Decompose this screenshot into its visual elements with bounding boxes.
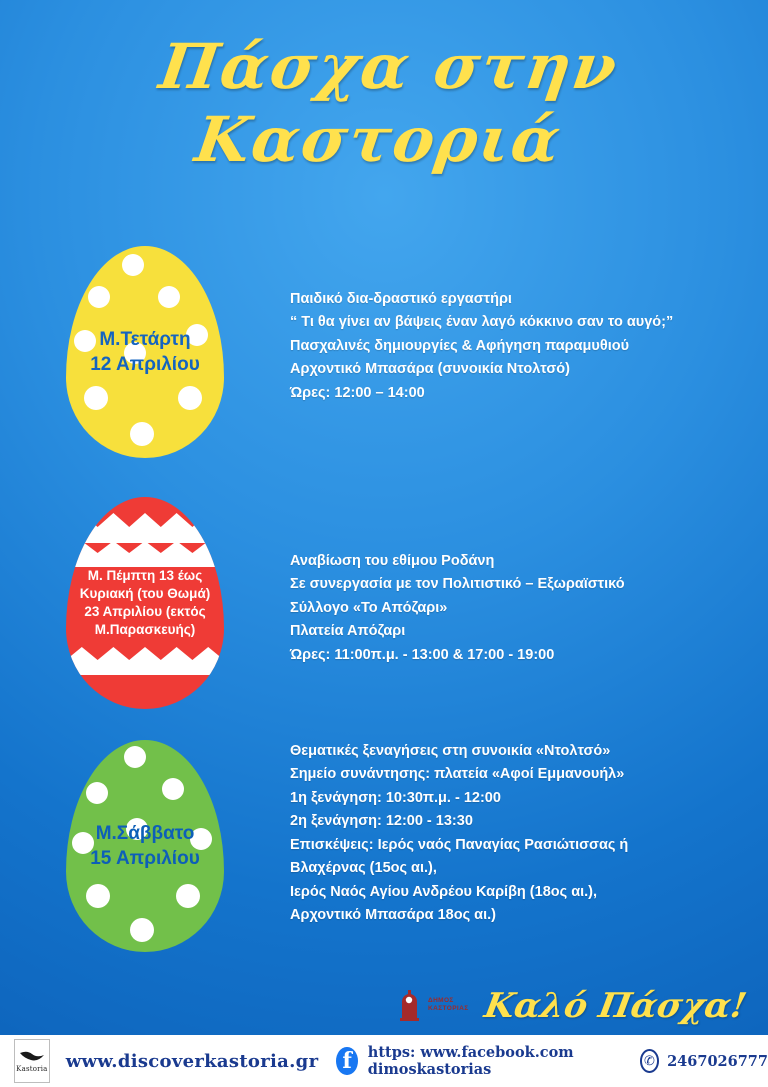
- egg-date-line: Μ.Παρασκευής): [94, 621, 196, 637]
- egg-date-label: [84, 327, 206, 377]
- kastoria-logo-label: Kastoria: [16, 1065, 48, 1073]
- easter-egg-icon: [66, 497, 224, 709]
- facebook-icon[interactable]: f: [336, 1047, 357, 1075]
- description-line: Επισκέψεις: Ιερός ναός Παναγίας Ρασιώτισσας ή: [290, 836, 629, 853]
- description-line: Βλαχέρνας (15ος αι.),: [290, 860, 437, 877]
- facebook-link[interactable]: https: www.facebook.com dimoskastorias: [367, 1044, 574, 1078]
- kastoria-logo: [14, 1039, 50, 1083]
- zigzag-pattern: [66, 541, 224, 567]
- description-line: Σημείο συνάντησης: πλατεία «Αφοί Εμμανουήλ»: [290, 766, 625, 783]
- municipality-line1: ΔΗΜΟΣ: [428, 996, 454, 1004]
- egg-graphic-wrapper: [0, 246, 290, 458]
- description-line: Αρχοντικό Μπασάρα (συνοικία Ντολτσό): [290, 361, 570, 378]
- closing-greeting: Καλό Πάσχα!: [481, 986, 750, 1026]
- egg-date-line: 15 Απριλίου: [90, 848, 200, 869]
- description-line: “ Τι θα γίνει αν βάψεις έναν λαγό κόκκινο σαν το αυγό;”: [290, 314, 674, 331]
- description-line: Σύλλογο «Το Απόζαρι»: [290, 599, 448, 616]
- municipality-logo: [396, 988, 469, 1022]
- event-row: [0, 246, 768, 458]
- egg-date-line: 12 Απριλίου: [90, 354, 200, 375]
- description-line: Ώρες: 12:00 – 14:00: [290, 384, 425, 401]
- bird-icon: [19, 1049, 45, 1063]
- description-line: Αναβίωση του εθίμου Ροδάνη: [290, 553, 495, 569]
- event-row: [0, 497, 768, 709]
- description-line: Πλατεία Απόζαρι: [290, 623, 406, 640]
- description-line: Πασχαλινές δημιουργίες & Αφήγηση παραμυθιού: [290, 337, 630, 354]
- page-title: Πάσχα στην Καστοριά: [155, 30, 624, 176]
- event-row: [0, 740, 768, 952]
- egg-date-line: Μ.Τετάρτη: [99, 328, 191, 350]
- municipality-emblem-icon: [396, 988, 422, 1022]
- event-description: [290, 246, 768, 405]
- egg-date-line: Μ.Σάββατο: [95, 822, 195, 844]
- event-description: [290, 740, 768, 928]
- egg-date-label: [84, 821, 206, 871]
- zigzag-pattern: [66, 513, 224, 543]
- municipality-label: [428, 997, 469, 1014]
- egg-date-line: Κυριακή (του Θωμά): [79, 586, 211, 602]
- egg-graphic-wrapper: [0, 740, 290, 952]
- description-line: Ιερός Ναός Αγίου Ανδρέου Καρίβη (18ος αι.),: [290, 883, 598, 900]
- description-line: Αρχοντικό Μπασάρα 18ος αι.): [290, 907, 496, 924]
- description-line: 1η ξενάγηση: 10:30π.μ. - 12:00: [290, 789, 501, 806]
- footer-bar: [0, 1035, 768, 1087]
- egg-graphic-wrapper: [0, 497, 290, 709]
- easter-egg-icon: [66, 246, 224, 458]
- phone-number: 2467026777: [667, 1052, 768, 1070]
- description-line: 2η ξενάγηση: 12:00 - 13:30: [290, 813, 473, 830]
- phone-icon: ✆: [640, 1049, 659, 1073]
- easter-egg-icon: [66, 740, 224, 952]
- egg-date-line: 23 Απριλίου (εκτός: [84, 604, 206, 619]
- description-line: Ώρες: 11:00π.μ. - 13:00 & 17:00 - 19:00: [290, 646, 555, 663]
- description-line: Θεματικές ξεναγήσεις στη συνοικία «Ντολτσό»: [290, 743, 611, 759]
- egg-date-line: Μ. Πέμπτη 13 έως: [87, 568, 203, 584]
- zigzag-pattern: [66, 647, 224, 675]
- event-description: [290, 497, 768, 667]
- description-line: Παιδικό δια-δραστικό εργαστήρι: [290, 291, 512, 307]
- egg-date-label: [74, 567, 217, 638]
- description-line: Σε συνεργασία με τον Πολιτιστικό – Εξωραϊστικό: [290, 576, 625, 593]
- municipality-line2: ΚΑΣΤΟΡΙΑΣ: [428, 1005, 469, 1012]
- website-link[interactable]: www.discoverkastoria.gr: [65, 1050, 319, 1072]
